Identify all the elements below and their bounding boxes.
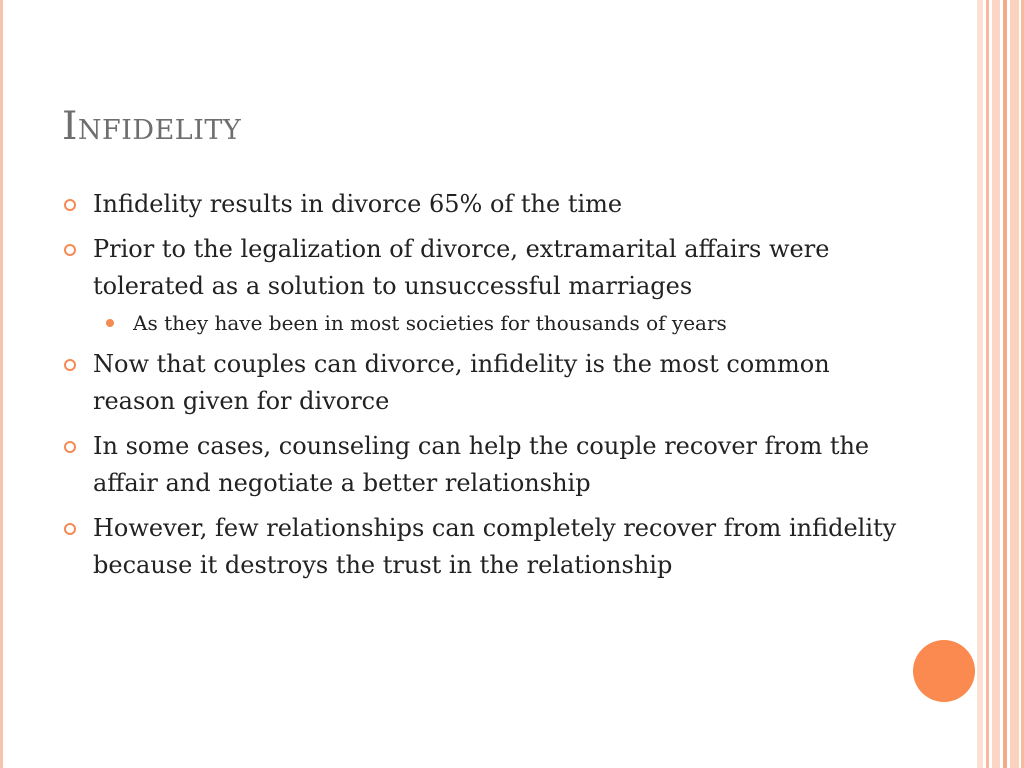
bullet-text: However, few relationships can completely recover from infidelity because it destroys the trust in the relationship [93, 514, 897, 579]
stripe [986, 0, 989, 768]
stripe [1003, 0, 1007, 768]
hollow-circle-bullet-icon [64, 441, 76, 453]
stripe [977, 0, 983, 768]
bullet-list [62, 186, 902, 592]
filled-dot-bullet-icon [106, 319, 114, 327]
hollow-circle-bullet-icon [64, 244, 76, 256]
bullet-item [62, 346, 902, 420]
stripe [992, 0, 1000, 768]
bullet-item [62, 186, 902, 223]
bullet-text: In some cases, counseling can help the couple recover from the affair and negotiate a better relationship [93, 432, 870, 497]
hollow-circle-bullet-icon [64, 523, 76, 535]
bullet-item [62, 428, 902, 502]
decorative-stripes [977, 0, 1024, 768]
bullet-item [62, 510, 902, 584]
bullet-text: Now that couples can divorce, infidelity is the most common reason given for divorce [93, 350, 830, 415]
stripe [1010, 0, 1019, 768]
hollow-circle-bullet-icon [64, 359, 76, 371]
left-border-line [0, 0, 3, 768]
sub-bullet-list [93, 308, 902, 338]
slide-title: Infidelity [62, 104, 242, 149]
sub-bullet-item [93, 308, 902, 338]
hollow-circle-bullet-icon [64, 199, 76, 211]
bullet-text: Prior to the legalization of divorce, extramarital affairs were tolerated as a solution to unsuccessful marriages [93, 235, 830, 300]
bullet-text: Infidelity results in divorce 65% of the time [93, 190, 623, 218]
sub-bullet-text: As they have been in most societies for thousands of years [133, 311, 727, 335]
bullet-item [62, 231, 902, 338]
decorative-orange-circle [913, 640, 975, 702]
